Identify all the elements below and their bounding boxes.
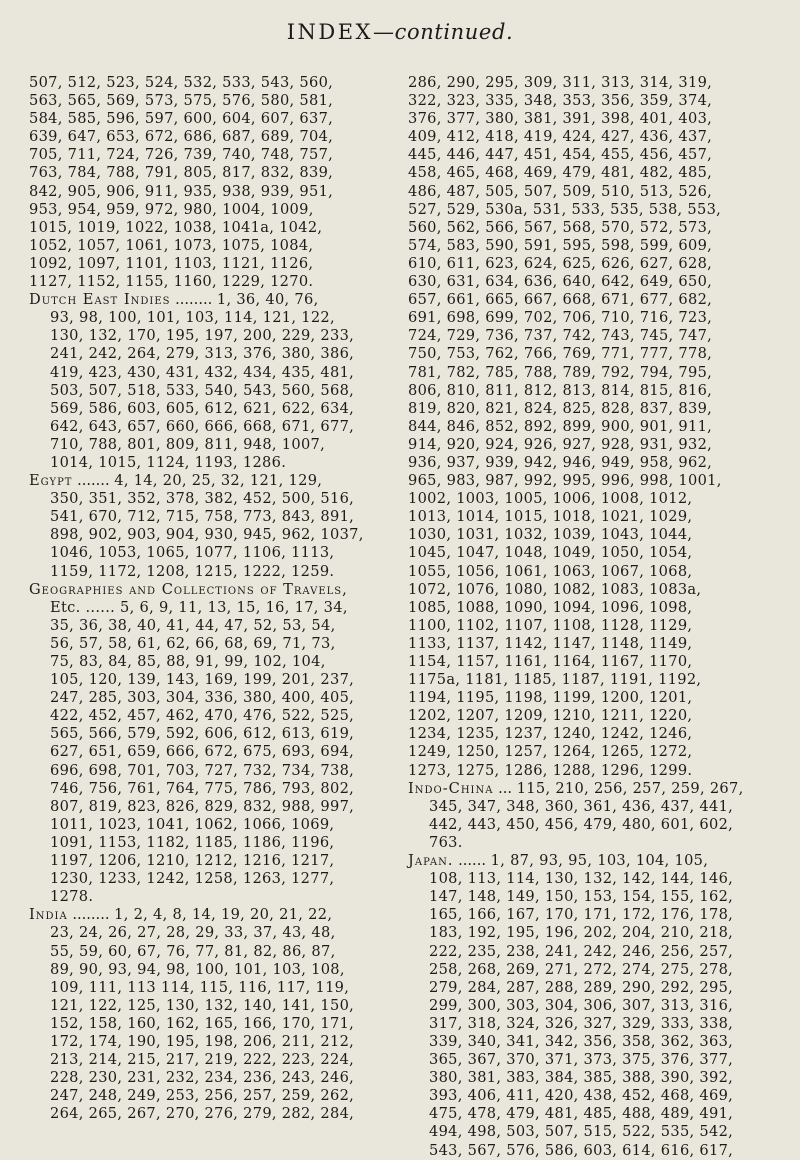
entry-line: 746, 756, 761, 764, 775, 786, 793, 802, — [50, 779, 355, 797]
left-column — [29, 74, 394, 1123]
continuation-line: 486, 487, 505, 507, 509, 510, 513, 526, — [408, 182, 713, 200]
continuation-line: 584, 585, 596, 597, 600, 604, 607, 637, — [29, 110, 334, 128]
entry-line: 763. — [429, 833, 463, 851]
entry-line: 1159, 1172, 1208, 1215, 1222, 1259. — [50, 562, 335, 580]
entry-line: 93, 98, 100, 101, 103, 114, 121, 122, — [50, 309, 335, 327]
continuation-line: 1202, 1207, 1209, 1210, 1211, 1220, — [408, 707, 693, 725]
entry-line: 1197, 1206, 1210, 1212, 1216, 1217, — [50, 852, 335, 870]
header-title: INDEX — [286, 20, 373, 44]
continuation-line: 639, 647, 653, 672, 686, 687, 689, 704, — [29, 128, 334, 146]
continuation-line: 1092, 1097, 1101, 1103, 1121, 1126, — [29, 254, 314, 272]
continuation-line: 1154, 1157, 1161, 1164, 1167, 1170, — [408, 653, 693, 670]
continuation-line: 965, 983, 987, 992, 995, 996, 998, 1001, — [408, 472, 722, 490]
entry-line: 264, 265, 267, 270, 276, 279, 282, 284, — [50, 1105, 355, 1123]
right-column — [408, 74, 788, 1160]
entry-line: 75, 83, 84, 85, 88, 91, 99, 102, 104, — [50, 653, 326, 670]
entry-first-numbers: 115, 210, 256, 257, 259, 267, — [516, 779, 744, 797]
entry-line: 642, 643, 657, 660, 666, 668, 671, 677, — [50, 417, 355, 435]
entry-line: 1014, 1015, 1124, 1193, 1286. — [50, 453, 287, 471]
entry-first-numbers: 1, 36, 40, 76, — [216, 291, 319, 309]
entry-line: 1046, 1053, 1065, 1077, 1106, 1113, — [50, 544, 335, 562]
entry-leader: ...... — [453, 852, 491, 870]
entry-line: 1091, 1153, 1182, 1185, 1186, 1196, — [50, 833, 335, 851]
entry-line: 172, 174, 190, 195, 198, 206, 211, 212, — [50, 1032, 355, 1050]
entry-heading: India — [29, 906, 68, 924]
entry-line: 108, 113, 114, 130, 132, 142, 144, 146, — [429, 870, 734, 888]
continuation-line: 763, 784, 788, 791, 805, 817, 832, 839, — [29, 164, 334, 182]
entry-line: 258, 268, 269, 271, 272, 274, 275, 278, — [429, 960, 734, 978]
entry-line: 55, 59, 60, 67, 76, 77, 81, 82, 86, 87, — [50, 942, 336, 960]
entry-line: Etc. ...... 5, 6, 9, 11, 13, 15, 16, 17, 34, — [50, 598, 348, 616]
continuation-line: 1072, 1076, 1080, 1082, 1083, 1083a, — [408, 580, 702, 598]
entry-line: 345, 347, 348, 360, 361, 436, 437, 441, — [429, 797, 734, 815]
entry-line: 56, 57, 58, 61, 62, 66, 68, 69, 71, 73, — [50, 634, 336, 652]
entry-line: 247, 285, 303, 304, 336, 380, 400, 405, — [50, 689, 355, 707]
continuation-line: 1133, 1137, 1142, 1147, 1148, 1149, — [408, 634, 693, 652]
continuation-line: 1100, 1102, 1107, 1108, 1128, 1129, — [408, 616, 693, 634]
entry-leader: ........ — [67, 906, 115, 924]
continuation-line: 936, 937, 939, 942, 946, 949, 958, 962, — [408, 453, 713, 471]
entry-first-line — [408, 852, 788, 870]
continuation-line: 445, 446, 447, 451, 454, 455, 456, 457, — [408, 146, 713, 164]
continuation-line: 563, 565, 569, 573, 575, 576, 580, 581, — [29, 92, 334, 110]
entry-line: 380, 381, 383, 384, 385, 388, 390, 392, — [429, 1069, 734, 1087]
continuation-line: 914, 920, 924, 926, 927, 928, 931, 932, — [408, 435, 713, 453]
entry-first-line — [29, 906, 394, 924]
continuation-line: 819, 820, 821, 824, 825, 828, 837, 839, — [408, 399, 713, 417]
continuation-line: 322, 323, 335, 348, 353, 356, 359, 374, — [408, 92, 713, 110]
page-header — [0, 20, 800, 44]
index-entry — [29, 472, 394, 581]
entry-line: 89, 90, 93, 94, 98, 100, 101, 103, 108, — [50, 960, 345, 978]
entry-line: 1278. — [50, 888, 94, 906]
entry-line: 339, 340, 341, 342, 356, 358, 362, 363, — [429, 1032, 734, 1050]
continuation-line: 409, 412, 418, 419, 424, 427, 436, 437, — [408, 128, 713, 146]
entry-line: 23, 24, 26, 27, 28, 29, 33, 37, 43, 48, — [50, 924, 336, 942]
entry-line: 350, 351, 352, 378, 382, 452, 500, 516, — [50, 490, 355, 508]
entry-line: 279, 284, 287, 288, 289, 290, 292, 295, — [429, 978, 734, 996]
continuation-line: 458, 465, 468, 469, 479, 481, 482, 485, — [408, 164, 713, 182]
continuation-line: 1085, 1088, 1090, 1094, 1096, 1098, — [408, 598, 693, 616]
entry-line: 393, 406, 411, 420, 438, 452, 468, 469, — [429, 1087, 734, 1105]
entry-leader: ........ — [170, 291, 217, 309]
entry-line: 247, 248, 249, 253, 256, 257, 259, 262, — [50, 1087, 355, 1105]
entry-line: 543, 567, 576, 586, 603, 614, 616, 617, — [429, 1141, 734, 1159]
entry-line: 475, 478, 479, 481, 485, 488, 489, 491, — [429, 1105, 734, 1123]
entry-line: 422, 452, 457, 462, 470, 476, 522, 525, — [50, 707, 355, 725]
entry-line: 541, 670, 712, 715, 758, 773, 843, 891, — [50, 508, 355, 526]
entry-line: 241, 242, 264, 279, 313, 376, 380, 386, — [50, 345, 355, 363]
header-continued: —continued. — [373, 20, 514, 44]
continuation-line: 1002, 1003, 1005, 1006, 1008, 1012, — [408, 490, 693, 508]
entry-line: 1230, 1233, 1242, 1258, 1263, 1277, — [50, 870, 335, 888]
continuation-line: 507, 512, 523, 524, 532, 533, 543, 560, — [29, 74, 334, 91]
continuation-line: 1249, 1250, 1257, 1264, 1265, 1272, — [408, 743, 693, 761]
continuation-line: 842, 905, 906, 911, 935, 938, 939, 951, — [29, 182, 334, 200]
continuation-line: 1045, 1047, 1048, 1049, 1050, 1054, — [408, 544, 693, 562]
entry-line: 105, 120, 139, 143, 169, 199, 201, 237, — [50, 671, 355, 689]
entry-line: 228, 230, 231, 232, 234, 236, 243, 246, — [50, 1069, 355, 1087]
continuation-line: 953, 954, 959, 972, 980, 1004, 1009, — [29, 200, 314, 218]
entry-line: 165, 166, 167, 170, 171, 172, 176, 178, — [429, 906, 734, 924]
entry-line: 627, 651, 659, 666, 672, 675, 693, 694, — [50, 743, 355, 761]
continuation-line: 1030, 1031, 1032, 1039, 1043, 1044, — [408, 526, 693, 544]
entry-first-line — [29, 581, 394, 599]
entry-line: 898, 902, 903, 904, 930, 945, 962, 1037, — [50, 526, 364, 544]
entry-line: 442, 443, 450, 456, 479, 480, 601, 602, — [429, 815, 734, 833]
entry-line: 569, 586, 603, 605, 612, 621, 622, 634, — [50, 399, 355, 417]
entry-line: 317, 318, 324, 326, 327, 329, 333, 338, — [429, 1014, 734, 1032]
continuation-line: 1194, 1195, 1198, 1199, 1200, 1201, — [408, 689, 693, 707]
entry-line: 109, 111, 113 114, 115, 116, 117, 119, — [50, 978, 350, 996]
continuation-line: 1055, 1056, 1061, 1063, 1067, 1068, — [408, 562, 693, 580]
continuation-line: 630, 631, 634, 636, 640, 642, 649, 650, — [408, 273, 713, 291]
entry-line: 121, 122, 125, 130, 132, 140, 141, 150, — [50, 996, 355, 1014]
entry-line: 35, 36, 38, 40, 41, 44, 47, 52, 53, 54, — [50, 616, 336, 634]
continuation-line: 781, 782, 785, 788, 789, 792, 794, 795, — [408, 363, 713, 381]
entry-line: 494, 498, 503, 507, 515, 522, 535, 542, — [429, 1123, 734, 1141]
continuation-line: 705, 711, 724, 726, 739, 740, 748, 757, — [29, 146, 334, 164]
entry-line: 696, 698, 701, 703, 727, 732, 734, 738, — [50, 761, 355, 779]
entry-line: 130, 132, 170, 195, 197, 200, 229, 233, — [50, 327, 355, 345]
continuation-line: 1234, 1235, 1237, 1240, 1242, 1246, — [408, 725, 693, 743]
entry-line: 419, 423, 430, 431, 432, 434, 435, 481, — [50, 363, 355, 381]
entry-heading: Geographies and Collections of Travels, — [29, 580, 348, 598]
entry-line: 503, 507, 518, 533, 540, 543, 560, 568, — [50, 381, 355, 399]
continuation-line: 527, 529, 530a, 531, 533, 535, 538, 553, — [408, 200, 722, 218]
entry-first-numbers: 1, 87, 93, 95, 103, 104, 105, — [490, 852, 709, 870]
continuation-line: 1127, 1152, 1155, 1160, 1229, 1270. — [29, 273, 314, 291]
continuation-line: 750, 753, 762, 766, 769, 771, 777, 778, — [408, 345, 713, 363]
index-entry — [29, 581, 394, 907]
continuation-line: 806, 810, 811, 812, 813, 814, 815, 816, — [408, 381, 713, 399]
entry-first-line — [408, 780, 788, 798]
continuation-line: 1015, 1019, 1022, 1038, 1041a, 1042, — [29, 218, 323, 236]
entry-heading: Egypt — [29, 472, 73, 490]
entry-line: 152, 158, 160, 162, 165, 166, 170, 171, — [50, 1014, 355, 1032]
index-entry — [29, 906, 394, 1123]
continuation-line: 1175a, 1181, 1185, 1187, 1191, 1192, — [408, 671, 702, 689]
entry-heading: Japan. — [408, 852, 454, 870]
continuation-line: 1052, 1057, 1061, 1073, 1075, 1084, — [29, 236, 314, 254]
entry-first-numbers: 4, 14, 20, 25, 32, 121, 129, — [114, 472, 323, 490]
continuation-line: 1013, 1014, 1015, 1018, 1021, 1029, — [408, 508, 693, 526]
continuation-line: 844, 846, 852, 892, 899, 900, 901, 911, — [408, 417, 713, 435]
continuation-line: 1273, 1275, 1286, 1288, 1296, 1299. — [408, 761, 693, 779]
continuation-line: 610, 611, 623, 624, 625, 626, 627, 628, — [408, 254, 713, 272]
entry-first-line — [29, 472, 394, 490]
entry-line: 147, 148, 149, 150, 153, 154, 155, 162, — [429, 888, 734, 906]
entry-heading: Indo-China — [408, 779, 494, 797]
entry-line: 565, 566, 579, 592, 606, 612, 613, 619, — [50, 725, 355, 743]
continuation-line: 657, 661, 665, 667, 668, 671, 677, 682, — [408, 291, 713, 309]
entry-leader: ....... — [72, 472, 115, 490]
continuation-line: 286, 290, 295, 309, 311, 313, 314, 319, — [408, 74, 713, 91]
continuation-line: 574, 583, 590, 591, 595, 598, 599, 609, — [408, 236, 713, 254]
entry-line: 807, 819, 823, 826, 829, 832, 988, 997, — [50, 797, 355, 815]
entry-line: 1011, 1023, 1041, 1062, 1066, 1069, — [50, 815, 335, 833]
index-entry — [408, 780, 788, 852]
continuation-line: 691, 698, 699, 702, 706, 710, 716, 723, — [408, 309, 713, 327]
continuation-line: 724, 729, 736, 737, 742, 743, 745, 747, — [408, 327, 713, 345]
entry-line: 183, 192, 195, 196, 202, 204, 210, 218, — [429, 924, 734, 942]
continuation-line: 560, 562, 566, 567, 568, 570, 572, 573, — [408, 218, 713, 236]
entry-line: 222, 235, 238, 241, 242, 246, 256, 257, — [429, 942, 734, 960]
entry-heading: Dutch East Indies — [29, 291, 171, 309]
entry-line: 299, 300, 303, 304, 306, 307, 313, 316, — [429, 996, 734, 1014]
entry-line: 213, 214, 215, 217, 219, 222, 223, 224, — [50, 1051, 355, 1069]
index-entry — [29, 291, 394, 472]
continuation-line: 376, 377, 380, 381, 391, 398, 401, 403, — [408, 110, 713, 128]
entry-first-numbers: 1, 2, 4, 8, 14, 19, 20, 21, 22, — [114, 906, 333, 924]
entry-line: 710, 788, 801, 809, 811, 948, 1007, — [50, 435, 326, 453]
entry-leader: ... — [493, 779, 517, 797]
index-entry — [408, 852, 788, 1160]
entry-line: 365, 367, 370, 371, 373, 375, 376, 377, — [429, 1051, 734, 1069]
entry-first-line — [29, 291, 394, 309]
